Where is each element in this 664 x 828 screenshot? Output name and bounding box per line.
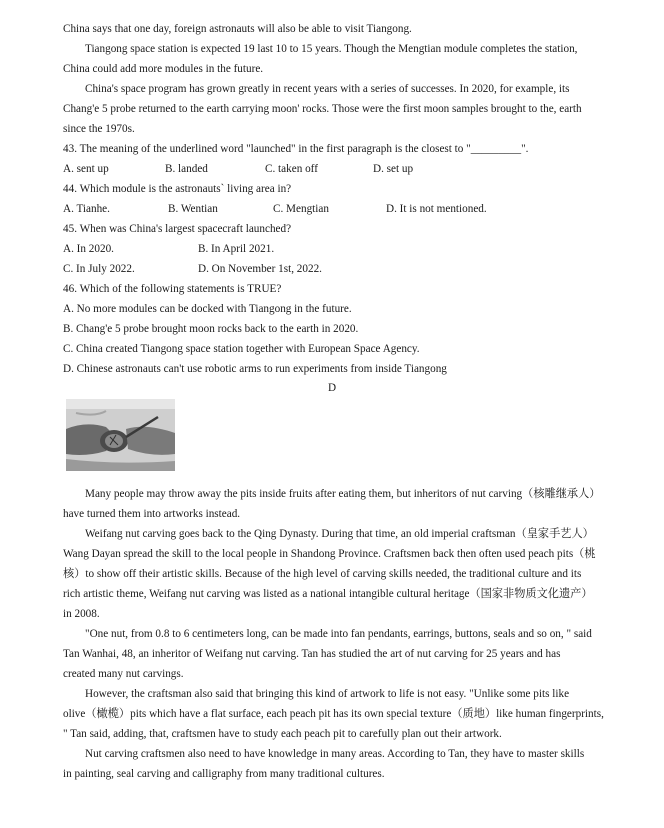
section-heading: D — [327, 382, 337, 394]
answer-option: B. Wentian — [168, 203, 218, 215]
passage-line: created many nut carvings. — [63, 668, 184, 680]
answer-option: C. taken off — [265, 163, 318, 175]
passage-line: 核）to show off their artistic skills. Because of the high level of carving skills needed, the traditional culture and its — [63, 568, 582, 580]
passage-line: since the 1970s. — [63, 123, 135, 135]
answer-option: A. Tianhe. — [63, 203, 110, 215]
passage-line: rich artistic theme, Weifang nut carving was listed as a national intangible cultural heritage（国家非物质文化遗产） — [63, 588, 593, 600]
answer-option: C. China created Tiangong space station together with European Space Agency. — [63, 343, 420, 355]
passage-line: Many people may throw away the pits inside fruits after eating them, but inheritors of nut carving（核雕继承人） — [85, 488, 601, 500]
passage-line: in painting, seal carving and calligraphy from many traditional cultures. — [63, 768, 385, 780]
passage-line: China could add more modules in the future. — [63, 63, 264, 75]
answer-option: B. landed — [165, 163, 208, 175]
passage-line: " Tan said, adding, that, craftsmen have to study each peach pit to carefully plan out their artwork. — [63, 728, 502, 740]
answer-option: D. Chinese astronauts can't use robotic arms to run experiments from inside Tiangong — [63, 363, 447, 375]
passage-line: Tiangong space station is expected 19 last 10 to 15 years. Though the Mengtian module completes the station, — [85, 43, 578, 55]
answer-option: D. It is not mentioned. — [386, 203, 487, 215]
answer-option: C. Mengtian — [273, 203, 329, 215]
passage-line: China's space program has grown greatly in recent years with a series of successes. In 2020, for example, its — [85, 83, 570, 95]
passage-line: Chang'e 5 probe returned to the earth carrying moon' rocks. Those were the first moon samples brought to the, earth — [63, 103, 582, 115]
passage-line: "One nut, from 0.8 to 6 centimeters long, can be made into fan pendants, earrings, buttons, seals and so on, " said — [85, 628, 592, 640]
passage-line: Wang Dayan spread the skill to the local people in Shandong Province. Craftsmen back then often used peach pits（桃 — [63, 548, 596, 560]
answer-option: B. Chang'e 5 probe brought moon rocks back to the earth in 2020. — [63, 323, 359, 335]
nut-carving-photo — [66, 399, 175, 471]
passage-line: Nut carving craftsmen also need to have knowledge in many areas. According to Tan, they have to master skills — [85, 748, 585, 760]
passage-line: have turned them into artworks instead. — [63, 508, 241, 520]
answer-option: C. In July 2022. — [63, 263, 135, 275]
question-stem: 45. When was China's largest spacecraft launched? — [63, 223, 292, 235]
answer-option: A. In 2020. — [63, 243, 114, 255]
passage-line: olive（橄榄）pits which have a flat surface, each peach pit has its own special texture（质地）like human fingerprints, — [63, 708, 604, 720]
nut-carving-illustration — [66, 399, 175, 471]
question-stem: 43. The meaning of the underlined word "launched" in the first paragraph is the closest to "_________". — [63, 143, 529, 155]
passage-line: Tan Wanhai, 48, an inheritor of Weifang nut carving. Tan has studied the art of nut carving for 25 years and has — [63, 648, 561, 660]
question-stem: 44. Which module is the astronauts` living area in? — [63, 183, 292, 195]
answer-option: B. In April 2021. — [198, 243, 275, 255]
answer-option: D. set up — [373, 163, 414, 175]
answer-option: D. On November 1st, 2022. — [198, 263, 322, 275]
passage-line: in 2008. — [63, 608, 100, 620]
passage-line: Weifang nut carving goes back to the Qing Dynasty. During that time, an old imperial craftsman（皇家手艺人） — [85, 528, 594, 540]
passage-line: However, the craftsman also said that bringing this kind of artwork to life is not easy. "Unlike some pits like — [85, 688, 570, 700]
passage-line: China says that one day, foreign astronauts will also be able to visit Tiangong. — [63, 23, 412, 35]
answer-option: A. sent up — [63, 163, 109, 175]
answer-option: A. No more modules can be docked with Tiangong in the future. — [63, 303, 352, 315]
question-stem: 46. Which of the following statements is TRUE? — [63, 283, 282, 295]
